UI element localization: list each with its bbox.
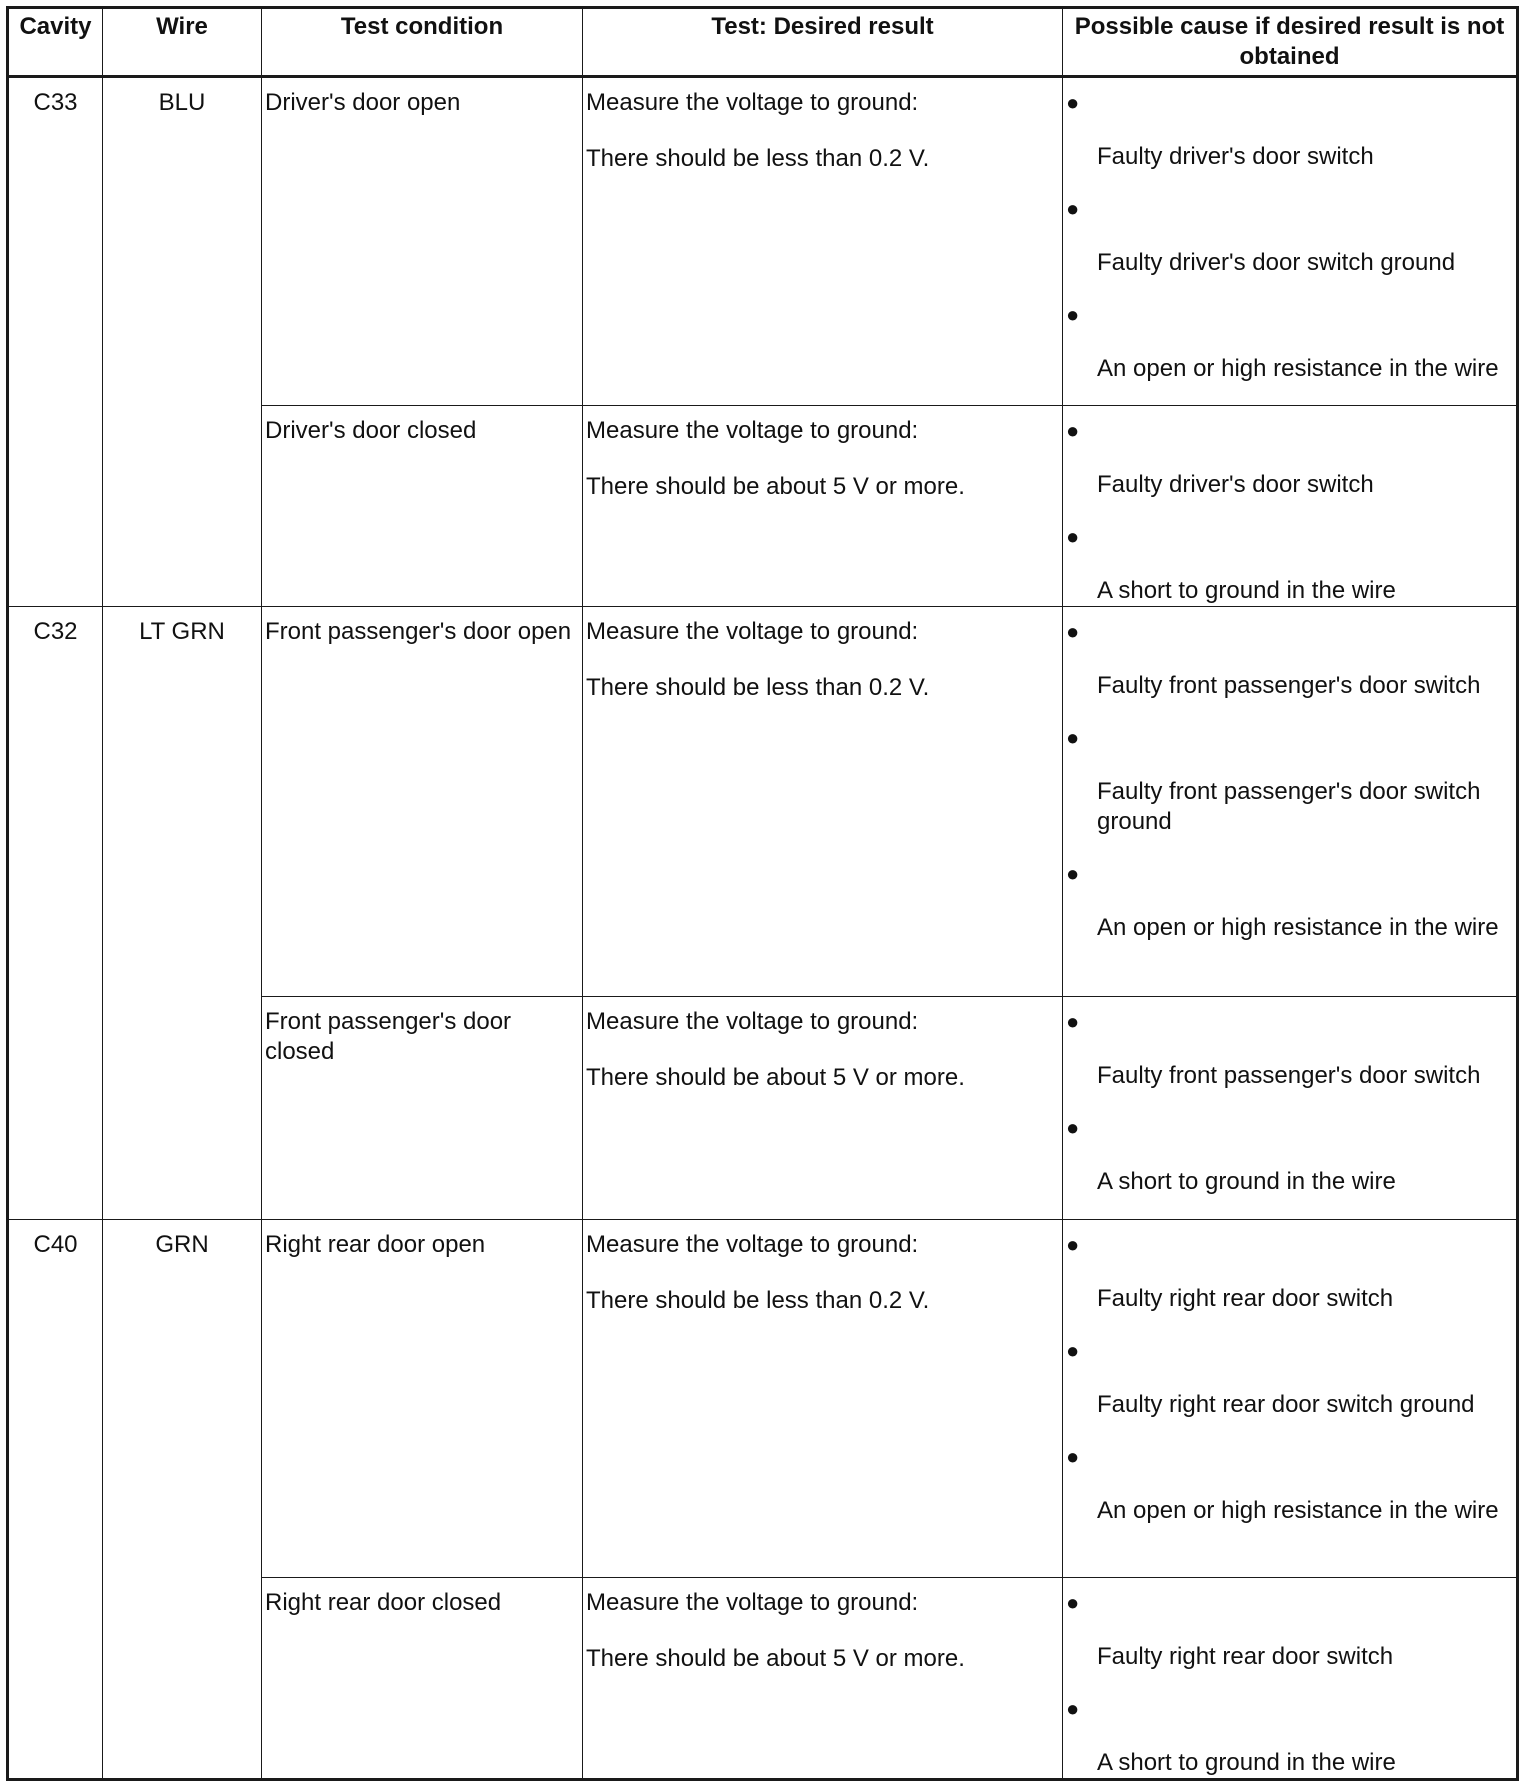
possible-cause-cell: [1063, 406, 1518, 607]
bullet-icon: ●: [1066, 524, 1080, 549]
result-line: There should be less than 0.2 V.: [586, 674, 930, 701]
test-condition-cell: Right rear door closed: [262, 1578, 583, 1780]
table-header-row: [8, 8, 1518, 77]
bullet-icon: ●: [1066, 619, 1080, 644]
cause-text: Faulty front passenger's door switch: [1097, 1062, 1481, 1089]
result-line: There should be about 5 V or more.: [586, 1064, 965, 1091]
cavity-cell: C33: [8, 77, 103, 607]
cause-text: A short to ground in the wire: [1097, 1749, 1396, 1776]
wire-color-cell: LT GRN: [103, 607, 262, 1220]
bullet-icon: ●: [1066, 725, 1080, 750]
cause-list-item: [1066, 1442, 1513, 1526]
possible-cause-cell: [1063, 1578, 1518, 1780]
bullet-icon: ●: [1066, 861, 1080, 886]
test-condition-cell: Front passenger's door closed: [262, 997, 583, 1220]
cause-list-item: [1066, 522, 1513, 606]
cause-text: An open or high resistance in the wire: [1097, 355, 1499, 382]
diagnostic-table: [6, 6, 1519, 1781]
cause-text: Faulty right rear door switch: [1097, 1285, 1394, 1312]
result-line: There should be about 5 V or more.: [586, 473, 965, 500]
header-test-condition: Test condition: [262, 8, 583, 77]
desired-result-cell: [583, 997, 1063, 1220]
cause-list-item: [1066, 1588, 1513, 1672]
bullet-icon: ●: [1066, 1338, 1080, 1363]
cause-list-item: [1066, 88, 1513, 172]
result-line: Measure the voltage to ground:: [586, 417, 919, 444]
bullet-icon: ●: [1066, 90, 1080, 115]
result-line: Measure the voltage to ground:: [586, 1589, 919, 1616]
bullet-icon: ●: [1066, 1009, 1080, 1034]
cause-text: An open or high resistance in the wire: [1097, 914, 1499, 941]
table-row: [8, 1220, 1518, 1578]
cause-text: A short to ground in the wire: [1097, 1168, 1396, 1195]
bullet-icon: ●: [1066, 302, 1080, 327]
cause-list-item: [1066, 723, 1513, 837]
test-condition-cell: Right rear door open: [262, 1220, 583, 1578]
cause-list-item: [1066, 194, 1513, 278]
result-line: There should be less than 0.2 V.: [586, 1287, 930, 1314]
cause-list-item: [1066, 1694, 1513, 1778]
bullet-icon: ●: [1066, 418, 1080, 443]
possible-cause-cell: [1063, 77, 1518, 406]
test-condition-cell: Driver's door open: [262, 77, 583, 406]
bullet-icon: ●: [1066, 1696, 1080, 1721]
wire-color-cell: GRN: [103, 1220, 262, 1780]
bullet-icon: ●: [1066, 196, 1080, 221]
possible-cause-cell: [1063, 997, 1518, 1220]
possible-cause-cell: [1063, 1220, 1518, 1578]
cause-list-item: [1066, 1336, 1513, 1420]
cause-list-item: [1066, 1113, 1513, 1197]
header-cavity: Cavity: [8, 8, 103, 77]
result-line: There should be about 5 V or more.: [586, 1645, 965, 1672]
bullet-icon: ●: [1066, 1232, 1080, 1257]
cause-list-item: [1066, 416, 1513, 500]
cause-text: Faulty driver's door switch ground: [1097, 249, 1456, 276]
result-line: Measure the voltage to ground:: [586, 1008, 919, 1035]
header-desired-result: Test: Desired result: [583, 8, 1063, 77]
header-wire: Wire: [103, 8, 262, 77]
cause-list-item: [1066, 859, 1513, 943]
result-line: Measure the voltage to ground:: [586, 618, 919, 645]
table-row: [8, 607, 1518, 997]
cavity-cell: C40: [8, 1220, 103, 1780]
wire-color-cell: BLU: [103, 77, 262, 607]
cause-text: A short to ground in the wire: [1097, 577, 1396, 604]
cause-list-item: [1066, 617, 1513, 701]
test-condition-cell: Driver's door closed: [262, 406, 583, 607]
desired-result-cell: [583, 406, 1063, 607]
result-line: Measure the voltage to ground:: [586, 1231, 919, 1258]
desired-result-cell: [583, 607, 1063, 997]
cause-text: Faulty right rear door switch ground: [1097, 1391, 1475, 1418]
cause-list-item: [1066, 1007, 1513, 1091]
cause-text: Faulty driver's door switch: [1097, 471, 1374, 498]
desired-result-cell: [583, 1220, 1063, 1578]
possible-cause-cell: [1063, 607, 1518, 997]
cause-text: Faulty front passenger's door switch ground: [1097, 778, 1481, 835]
desired-result-cell: [583, 1578, 1063, 1780]
cause-text: Faulty driver's door switch: [1097, 143, 1374, 170]
result-line: There should be less than 0.2 V.: [586, 145, 930, 172]
bullet-icon: ●: [1066, 1444, 1080, 1469]
table-body: [8, 77, 1518, 1780]
cause-list-item: [1066, 300, 1513, 384]
cause-text: An open or high resistance in the wire: [1097, 1497, 1499, 1524]
table-row: [8, 77, 1518, 406]
test-condition-cell: Front passenger's door open: [262, 607, 583, 997]
bullet-icon: ●: [1066, 1115, 1080, 1140]
desired-result-cell: [583, 77, 1063, 406]
header-possible-cause: Possible cause if desired result is not obtained: [1063, 8, 1518, 77]
cavity-cell: C32: [8, 607, 103, 1220]
cause-list-item: [1066, 1230, 1513, 1314]
cause-text: Faulty front passenger's door switch: [1097, 672, 1481, 699]
result-line: Measure the voltage to ground:: [586, 89, 919, 116]
bullet-icon: ●: [1066, 1590, 1080, 1615]
cause-text: Faulty right rear door switch: [1097, 1643, 1394, 1670]
